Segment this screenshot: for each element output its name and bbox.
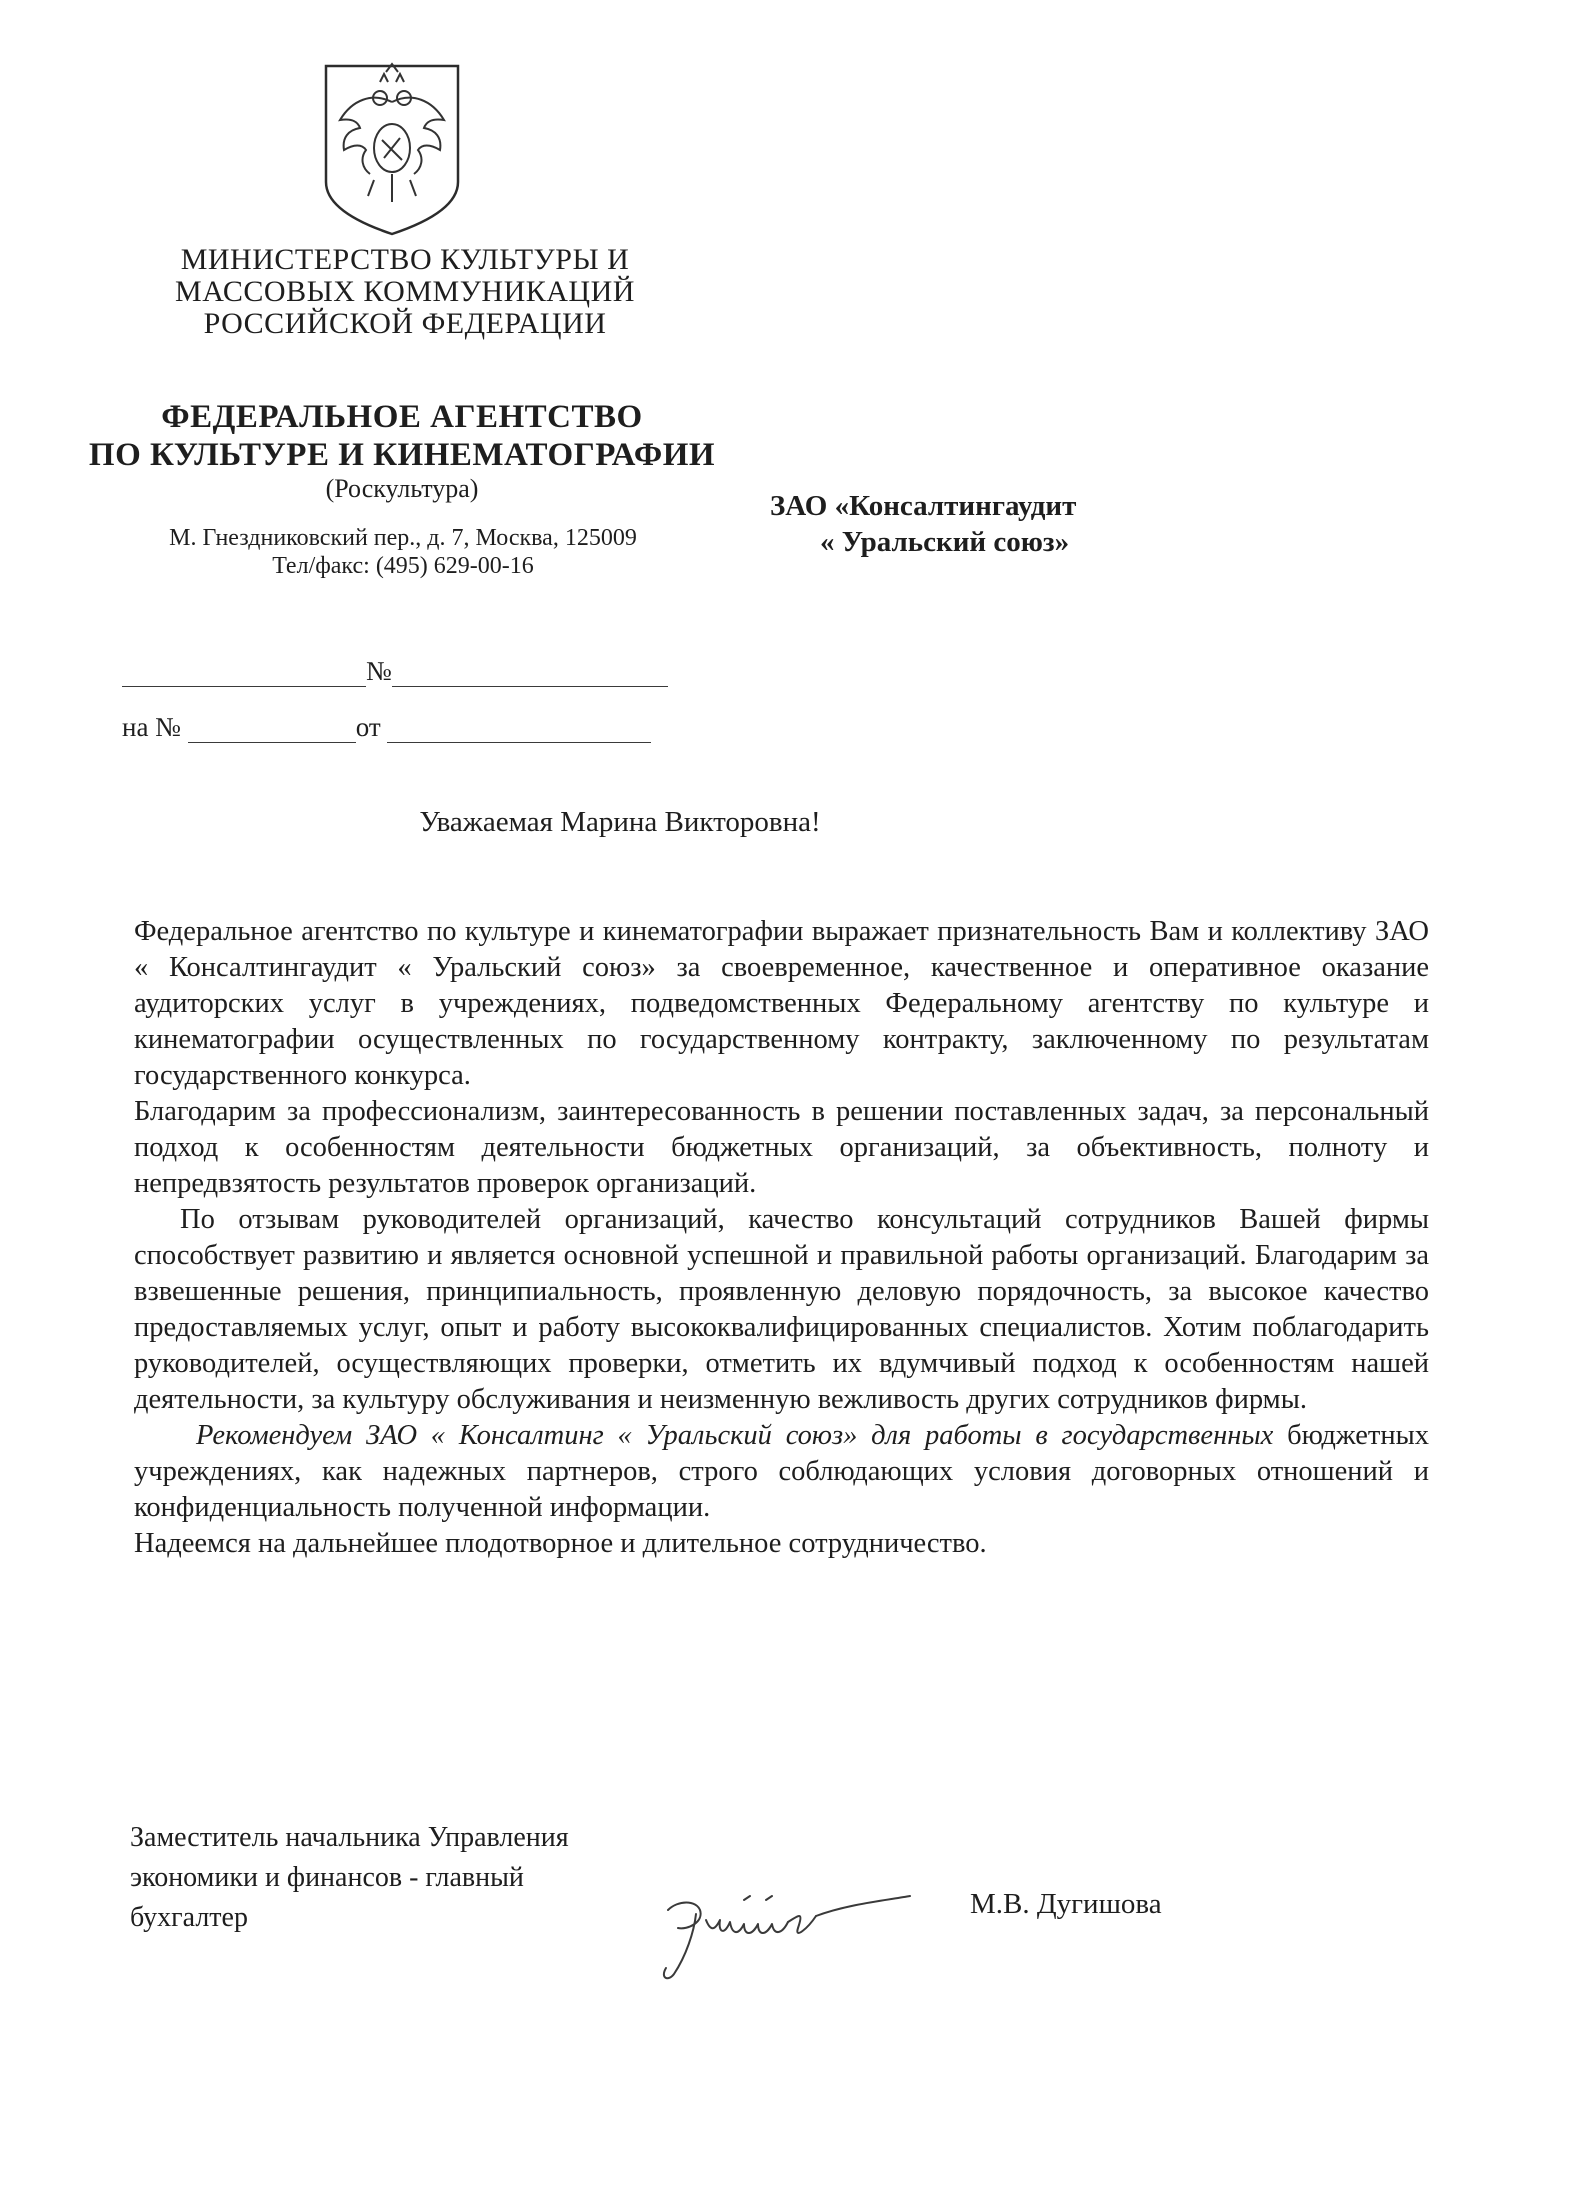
signatory-title <box>130 1818 690 1938</box>
recommendation-text: бюджетных учреждениях, как надежных партнеров, строго соблюдающих условия договорных отношений и конфиденциальность полученной информации. <box>134 1420 1429 1523</box>
body-paragraph: Надеемся на дальнейшее плодотворное и длительное сотрудничество. <box>134 1528 987 1559</box>
body-paragraph: По отзывам руководителей организаций, качество консультаций сотрудников Вашей фирмы способствует развитию и является основной успешной и правильной работы организаций. Благодарим за взвешенные решения, принципиальность, проявленную деловую порядочность, за высокое качество предоставляемых услуг, опыт и работу высококвалифицированных специалистов. Хотим поблагодарить руководителей, осуществляющих проверки, отметить их вдумчивый подход к особенностям нашей деятельности, за культуру обслуживания и неизменную вежливость других сотрудников фирмы. <box>134 1204 1429 1415</box>
ministry-line: РОССИЙСКОЙ ФЕДЕРАЦИИ <box>203 307 607 340</box>
recipient-block <box>770 488 1150 560</box>
signatory-title-line: Заместитель начальника Управления <box>130 1822 569 1853</box>
recommendation-italic-text: Рекомендуем ЗАО « Консалтинг « Уральский союз» для работы в государственных <box>196 1420 1274 1451</box>
greeting: Уважаемая Марина Викторовна! <box>419 806 821 838</box>
reply-from-label: от <box>355 712 381 742</box>
reply-date-blank-line <box>387 716 651 743</box>
number-blank-line <box>392 660 668 687</box>
letter-body <box>134 914 1429 1562</box>
body-paragraph: Федеральное агентство по культуре и кинематографии выражает признательность Вам и коллективу ЗАО « Консалтингаудит « Уральский союз» за своевременное, качественное и оперативное оказание аудиторских услуг в учреждениях, подведомственных Федеральному агентству по культуре и кинематографии осуществленных по государственному контракту, заключенному по результатам государственного конкурса. <box>134 916 1429 1091</box>
agency-heading <box>86 398 718 474</box>
recommendation-paragraph <box>134 1418 1429 1526</box>
registration-reply-row <box>122 712 702 748</box>
ministry-line: МИНИСТЕРСТВО КУЛЬТУРЫ И <box>180 243 630 276</box>
reply-number-blank-line <box>188 716 356 743</box>
reply-number-label: на № <box>122 712 181 742</box>
agency-address: М. Гнездниковский пер., д. 7, Москва, 125009 <box>169 525 637 551</box>
ministry-line: МАССОВЫХ КОММУНИКАЦИЙ <box>175 275 635 308</box>
handwritten-signature <box>648 1870 918 1990</box>
agency-line: ФЕДЕРАЛЬНОЕ АГЕНТСТВО <box>161 399 643 435</box>
agency-phone: Тел/факс: (495) 629-00-16 <box>272 553 534 579</box>
signatory-title-line: бухгалтер <box>130 1902 248 1933</box>
body-paragraph: Благодарим за профессионализм, заинтересованность в решении поставленных задач, за персональный подход к особенностям деятельности бюджетных организаций, за объективность, полноту и непредвзятость результатов проверок организаций. <box>134 1096 1429 1199</box>
signatory-name: М.В. Дугишова <box>970 1888 1162 1920</box>
agency-line: ПО КУЛЬТУРЕ И КИНЕМАТОГРАФИИ <box>88 437 716 473</box>
ministry-heading <box>150 244 660 340</box>
recipient-line-2: « Уральский союз» <box>820 526 1070 558</box>
number-label: № <box>366 656 392 686</box>
signatory-title-line: экономики и финансов - главный <box>130 1862 524 1893</box>
recipient-line-1: ЗАО «Консалтингаудит <box>770 490 1077 522</box>
registration-number-row <box>122 656 702 692</box>
coat-of-arms-emblem <box>322 62 462 238</box>
agency-short-name: (Роскультура) <box>325 474 479 503</box>
agency-contacts <box>118 524 688 580</box>
date-blank-line <box>122 660 366 687</box>
